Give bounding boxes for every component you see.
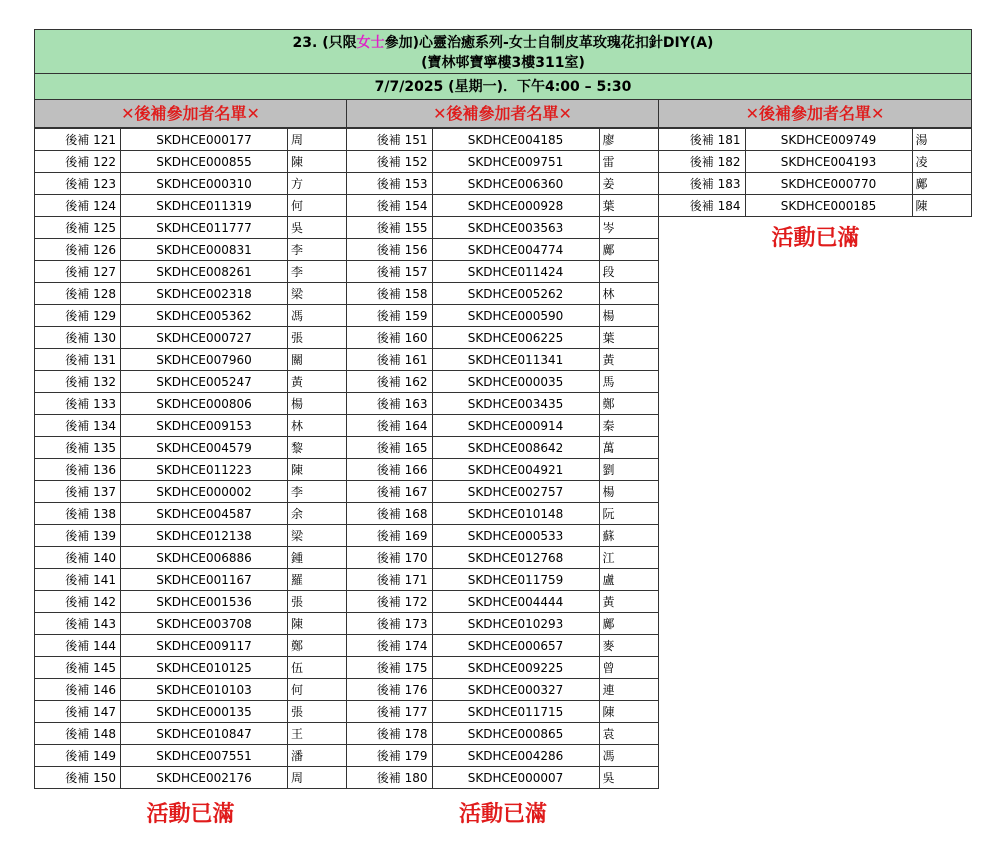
waitlist-number: 後補 160 xyxy=(347,327,432,349)
table-row xyxy=(347,371,658,393)
waitlist-number: 後補 165 xyxy=(347,437,432,459)
waitlist-number: 後補 171 xyxy=(347,569,432,591)
member-id: SKDHCE000914 xyxy=(432,415,599,437)
member-id: SKDHCE006886 xyxy=(121,547,288,569)
surname: 雷 xyxy=(599,151,658,173)
waitlist-number: 後補 180 xyxy=(347,767,432,789)
table-row xyxy=(35,349,347,371)
waitlist-number: 後補 161 xyxy=(347,349,432,371)
member-id: SKDHCE010103 xyxy=(121,679,288,701)
surname: 馮 xyxy=(599,745,658,767)
surname: 楊 xyxy=(288,393,347,415)
waitlist-table-1 xyxy=(34,128,347,789)
surname: 鄺 xyxy=(599,239,658,261)
surname: 梁 xyxy=(288,283,347,305)
waitlist-column-1 xyxy=(34,128,347,828)
waitlist-number: 後補 175 xyxy=(347,657,432,679)
waitlist-number: 後補 122 xyxy=(35,151,121,173)
table-row xyxy=(35,459,347,481)
table-row xyxy=(347,613,658,635)
table-row xyxy=(347,349,658,371)
member-id: SKDHCE012768 xyxy=(432,547,599,569)
waitlist-number: 後補 157 xyxy=(347,261,432,283)
waitlist-number: 後補 159 xyxy=(347,305,432,327)
member-id: SKDHCE000327 xyxy=(432,679,599,701)
waitlist-number: 後補 142 xyxy=(35,591,121,613)
surname: 楊 xyxy=(599,481,658,503)
surname: 何 xyxy=(288,679,347,701)
surname: 張 xyxy=(288,701,347,723)
waitlist-number: 後補 174 xyxy=(347,635,432,657)
member-id: SKDHCE000831 xyxy=(121,239,288,261)
member-id: SKDHCE004286 xyxy=(432,745,599,767)
table-row xyxy=(347,547,658,569)
table-row xyxy=(347,591,658,613)
column-header-3: ✕後補參加者名單✕ xyxy=(659,100,972,128)
surname: 余 xyxy=(288,503,347,525)
event-venue: (寶林邨寶寧樓3樓311室) xyxy=(421,55,585,71)
waitlist-column-2 xyxy=(347,128,659,828)
member-id: SKDHCE000865 xyxy=(432,723,599,745)
member-id: SKDHCE012138 xyxy=(121,525,288,547)
waitlist-number: 後補 168 xyxy=(347,503,432,525)
surname: 黎 xyxy=(288,437,347,459)
table-row xyxy=(35,261,347,283)
waitlist-number: 後補 164 xyxy=(347,415,432,437)
surname: 何 xyxy=(288,195,347,217)
waitlist-number: 後補 177 xyxy=(347,701,432,723)
table-row xyxy=(35,657,347,679)
member-id: SKDHCE001536 xyxy=(121,591,288,613)
waitlist-number: 後補 153 xyxy=(347,173,432,195)
member-id: SKDHCE004193 xyxy=(745,151,912,173)
title-prefix: 23. (只限 xyxy=(292,35,357,51)
surname: 袁 xyxy=(599,723,658,745)
waitlist-number: 後補 126 xyxy=(35,239,121,261)
surname: 凌 xyxy=(912,151,971,173)
waitlist-number: 後補 135 xyxy=(35,437,121,459)
member-id: SKDHCE000727 xyxy=(121,327,288,349)
member-id: SKDHCE002318 xyxy=(121,283,288,305)
table-row xyxy=(659,195,971,217)
table-row xyxy=(659,129,971,151)
surname: 吳 xyxy=(288,217,347,239)
table-row xyxy=(35,635,347,657)
waitlist-number: 後補 138 xyxy=(35,503,121,525)
table-row xyxy=(35,305,347,327)
member-id: SKDHCE000310 xyxy=(121,173,288,195)
waitlist-number: 後補 123 xyxy=(35,173,121,195)
waitlist-number: 後補 183 xyxy=(659,173,745,195)
member-id: SKDHCE010148 xyxy=(432,503,599,525)
waitlist-number: 後補 145 xyxy=(35,657,121,679)
table-row xyxy=(35,415,347,437)
surname: 羅 xyxy=(288,569,347,591)
waitlist-number: 後補 163 xyxy=(347,393,432,415)
member-id: SKDHCE011424 xyxy=(432,261,599,283)
waitlist-number: 後補 146 xyxy=(35,679,121,701)
waitlist-number: 後補 125 xyxy=(35,217,121,239)
waitlist-number: 後補 182 xyxy=(659,151,745,173)
waitlist-number: 後補 144 xyxy=(35,635,121,657)
surname: 吳 xyxy=(599,767,658,789)
table-row xyxy=(35,525,347,547)
table-row xyxy=(659,173,971,195)
surname: 盧 xyxy=(599,569,658,591)
waitlist-number: 後補 129 xyxy=(35,305,121,327)
member-id: SKDHCE009153 xyxy=(121,415,288,437)
surname: 伍 xyxy=(288,657,347,679)
surname: 江 xyxy=(599,547,658,569)
member-id: SKDHCE000806 xyxy=(121,393,288,415)
waitlist-column-3 xyxy=(659,128,972,252)
waitlist-number: 後補 169 xyxy=(347,525,432,547)
surname: 李 xyxy=(288,261,347,283)
member-id: SKDHCE011223 xyxy=(121,459,288,481)
member-id: SKDHCE003435 xyxy=(432,393,599,415)
member-id: SKDHCE003708 xyxy=(121,613,288,635)
member-id: SKDHCE011715 xyxy=(432,701,599,723)
table-row xyxy=(35,327,347,349)
surname: 林 xyxy=(288,415,347,437)
surname: 連 xyxy=(599,679,658,701)
waitlist-number: 後補 133 xyxy=(35,393,121,415)
waitlist-number: 後補 131 xyxy=(35,349,121,371)
table-row xyxy=(347,525,658,547)
table-row xyxy=(35,239,347,261)
surname: 曾 xyxy=(599,657,658,679)
waitlist-number: 後補 136 xyxy=(35,459,121,481)
waitlist-number: 後補 179 xyxy=(347,745,432,767)
waitlist-number: 後補 167 xyxy=(347,481,432,503)
member-id: SKDHCE001167 xyxy=(121,569,288,591)
surname: 黃 xyxy=(599,349,658,371)
member-id: SKDHCE011759 xyxy=(432,569,599,591)
table-row xyxy=(347,657,658,679)
waitlist-number: 後補 127 xyxy=(35,261,121,283)
waitlist-number: 後補 158 xyxy=(347,283,432,305)
table-row xyxy=(35,129,347,151)
waitlist-number: 後補 130 xyxy=(35,327,121,349)
surname: 張 xyxy=(288,327,347,349)
waitlist-number: 後補 173 xyxy=(347,613,432,635)
surname: 陳 xyxy=(912,195,971,217)
member-id: SKDHCE000590 xyxy=(432,305,599,327)
table-row xyxy=(35,547,347,569)
surname: 萬 xyxy=(599,437,658,459)
surname: 麥 xyxy=(599,635,658,657)
waitlist-number: 後補 170 xyxy=(347,547,432,569)
full-label-1: 活動已滿 xyxy=(146,802,235,827)
table-row xyxy=(347,239,658,261)
table-row xyxy=(347,437,658,459)
table-row xyxy=(35,723,347,745)
member-id: SKDHCE000177 xyxy=(121,129,288,151)
surname: 周 xyxy=(288,767,347,789)
waitlist-number: 後補 162 xyxy=(347,371,432,393)
waitlist-number: 後補 137 xyxy=(35,481,121,503)
table-row xyxy=(347,723,658,745)
table-row xyxy=(659,151,971,173)
member-id: SKDHCE000657 xyxy=(432,635,599,657)
table-row xyxy=(35,591,347,613)
table-row xyxy=(347,635,658,657)
member-id: SKDHCE004774 xyxy=(432,239,599,261)
table-row xyxy=(35,481,347,503)
member-id: SKDHCE004444 xyxy=(432,591,599,613)
member-id: SKDHCE011777 xyxy=(121,217,288,239)
table-row xyxy=(347,701,658,723)
waitlist-number: 後補 178 xyxy=(347,723,432,745)
waitlist-columns xyxy=(34,128,972,828)
waitlist-number: 後補 132 xyxy=(35,371,121,393)
waitlist-number: 後補 149 xyxy=(35,745,121,767)
waitlist-number: 後補 121 xyxy=(35,129,121,151)
waitlist-number: 後補 152 xyxy=(347,151,432,173)
table-row xyxy=(35,217,347,239)
table-row xyxy=(347,151,658,173)
table-row xyxy=(347,481,658,503)
member-id: SKDHCE008642 xyxy=(432,437,599,459)
table-row xyxy=(35,701,347,723)
waitlist-sheet xyxy=(34,29,972,828)
surname: 梁 xyxy=(288,525,347,547)
member-id: SKDHCE000135 xyxy=(121,701,288,723)
waitlist-number: 後補 155 xyxy=(347,217,432,239)
surname: 段 xyxy=(599,261,658,283)
full-label-2: 活動已滿 xyxy=(458,802,547,827)
table-row xyxy=(347,305,658,327)
surname: 關 xyxy=(288,349,347,371)
member-id: SKDHCE010847 xyxy=(121,723,288,745)
surname: 岑 xyxy=(599,217,658,239)
table-row xyxy=(347,129,658,151)
member-id: SKDHCE000035 xyxy=(432,371,599,393)
surname: 王 xyxy=(288,723,347,745)
member-id: SKDHCE004185 xyxy=(432,129,599,151)
waitlist-number: 後補 148 xyxy=(35,723,121,745)
waitlist-number: 後補 143 xyxy=(35,613,121,635)
waitlist-number: 後補 176 xyxy=(347,679,432,701)
table-row xyxy=(347,217,658,239)
surname: 陳 xyxy=(288,613,347,635)
event-title xyxy=(34,29,972,74)
surname: 林 xyxy=(599,283,658,305)
member-id: SKDHCE005262 xyxy=(432,283,599,305)
table-row xyxy=(35,613,347,635)
surname: 葉 xyxy=(599,327,658,349)
member-id: SKDHCE007960 xyxy=(121,349,288,371)
member-id: SKDHCE003563 xyxy=(432,217,599,239)
table-row xyxy=(347,261,658,283)
event-date: 7/7/2025 (星期一)．下午4:00 – 5:30 xyxy=(34,74,972,100)
waitlist-number: 後補 156 xyxy=(347,239,432,261)
surname: 張 xyxy=(288,591,347,613)
surname: 李 xyxy=(288,481,347,503)
table-row xyxy=(347,327,658,349)
surname: 姜 xyxy=(599,173,658,195)
member-id: SKDHCE009751 xyxy=(432,151,599,173)
table-row xyxy=(35,371,347,393)
column-header-1: ✕後補參加者名單✕ xyxy=(34,100,347,128)
waitlist-number: 後補 124 xyxy=(35,195,121,217)
table-row xyxy=(35,503,347,525)
table-row xyxy=(347,415,658,437)
member-id: SKDHCE004579 xyxy=(121,437,288,459)
table-row xyxy=(347,503,658,525)
event-title-line1 xyxy=(35,33,971,53)
waitlist-number: 後補 140 xyxy=(35,547,121,569)
waitlist-table-2 xyxy=(347,128,659,789)
table-row xyxy=(35,569,347,591)
table-row xyxy=(35,679,347,701)
surname: 阮 xyxy=(599,503,658,525)
surname: 馮 xyxy=(288,305,347,327)
surname: 黃 xyxy=(599,591,658,613)
surname: 鍾 xyxy=(288,547,347,569)
table-row xyxy=(35,151,347,173)
member-id: SKDHCE000185 xyxy=(745,195,912,217)
member-id: SKDHCE000533 xyxy=(432,525,599,547)
member-id: SKDHCE004587 xyxy=(121,503,288,525)
waitlist-number: 後補 150 xyxy=(35,767,121,789)
member-id: SKDHCE009225 xyxy=(432,657,599,679)
member-id: SKDHCE005362 xyxy=(121,305,288,327)
waitlist-number: 後補 181 xyxy=(659,129,745,151)
title-suffix: 參加)心靈治癒系列-女士自制皮革玫瑰花扣針DIY(A) xyxy=(384,35,714,51)
member-id: SKDHCE010293 xyxy=(432,613,599,635)
table-row xyxy=(35,195,347,217)
surname: 鄭 xyxy=(599,393,658,415)
surname: 劉 xyxy=(599,459,658,481)
member-id: SKDHCE004921 xyxy=(432,459,599,481)
waitlist-number: 後補 151 xyxy=(347,129,432,151)
surname: 馬 xyxy=(599,371,658,393)
member-id: SKDHCE000002 xyxy=(121,481,288,503)
column-headers xyxy=(34,100,972,128)
table-row xyxy=(347,459,658,481)
surname: 陳 xyxy=(599,701,658,723)
full-label-3: 活動已滿 xyxy=(771,226,860,251)
surname: 李 xyxy=(288,239,347,261)
table-row xyxy=(347,569,658,591)
surname: 陳 xyxy=(288,459,347,481)
table-row xyxy=(35,393,347,415)
surname: 秦 xyxy=(599,415,658,437)
surname: 黃 xyxy=(288,371,347,393)
table-row xyxy=(347,745,658,767)
member-id: SKDHCE007551 xyxy=(121,745,288,767)
table-row xyxy=(35,283,347,305)
member-id: SKDHCE006360 xyxy=(432,173,599,195)
surname: 葉 xyxy=(599,195,658,217)
waitlist-number: 後補 184 xyxy=(659,195,745,217)
member-id: SKDHCE000928 xyxy=(432,195,599,217)
surname: 楊 xyxy=(599,305,658,327)
title-highlight: 女士 xyxy=(356,35,385,51)
column-header-2: ✕後補參加者名單✕ xyxy=(347,100,659,128)
member-id: SKDHCE002176 xyxy=(121,767,288,789)
table-row xyxy=(347,679,658,701)
table-row xyxy=(347,767,658,789)
waitlist-number: 後補 172 xyxy=(347,591,432,613)
member-id: SKDHCE000855 xyxy=(121,151,288,173)
member-id: SKDHCE011319 xyxy=(121,195,288,217)
surname: 鄭 xyxy=(288,635,347,657)
surname: 湯 xyxy=(912,129,971,151)
waitlist-number: 後補 147 xyxy=(35,701,121,723)
surname: 蘇 xyxy=(599,525,658,547)
surname: 方 xyxy=(288,173,347,195)
table-row xyxy=(35,173,347,195)
member-id: SKDHCE005247 xyxy=(121,371,288,393)
member-id: SKDHCE008261 xyxy=(121,261,288,283)
member-id: SKDHCE009749 xyxy=(745,129,912,151)
waitlist-number: 後補 134 xyxy=(35,415,121,437)
surname: 周 xyxy=(288,129,347,151)
member-id: SKDHCE010125 xyxy=(121,657,288,679)
member-id: SKDHCE000007 xyxy=(432,767,599,789)
table-row xyxy=(35,767,347,789)
waitlist-number: 後補 166 xyxy=(347,459,432,481)
waitlist-number: 後補 128 xyxy=(35,283,121,305)
member-id: SKDHCE009117 xyxy=(121,635,288,657)
surname: 鄺 xyxy=(599,613,658,635)
member-id: SKDHCE006225 xyxy=(432,327,599,349)
waitlist-table-3 xyxy=(659,128,972,217)
member-id: SKDHCE000770 xyxy=(745,173,912,195)
surname: 陳 xyxy=(288,151,347,173)
member-id: SKDHCE002757 xyxy=(432,481,599,503)
table-row xyxy=(35,437,347,459)
table-row xyxy=(347,195,658,217)
surname: 鄺 xyxy=(912,173,971,195)
member-id: SKDHCE011341 xyxy=(432,349,599,371)
table-row xyxy=(347,283,658,305)
waitlist-number: 後補 154 xyxy=(347,195,432,217)
table-row xyxy=(347,173,658,195)
waitlist-number: 後補 139 xyxy=(35,525,121,547)
surname: 潘 xyxy=(288,745,347,767)
table-row xyxy=(347,393,658,415)
waitlist-number: 後補 141 xyxy=(35,569,121,591)
table-row xyxy=(35,745,347,767)
surname: 廖 xyxy=(599,129,658,151)
